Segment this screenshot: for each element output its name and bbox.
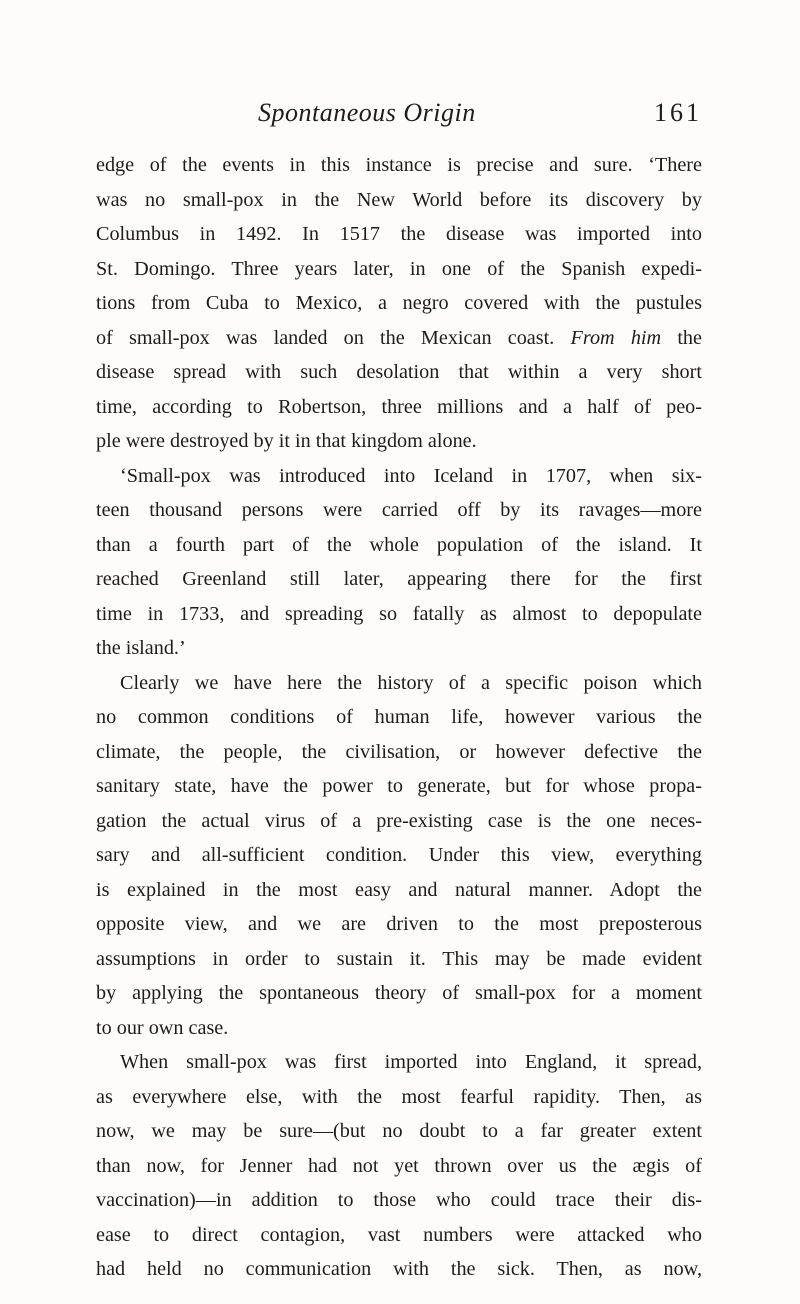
text-line: opposite view, and we are driven to the most preposterous <box>96 913 702 935</box>
text-line: vaccination)—in addition to those who could trace their dis- <box>96 1189 702 1211</box>
text-line: than a fourth part of the whole population of the island. It <box>96 533 702 556</box>
text-line: sary and all-sufficient condition. Under this view, everything <box>96 844 702 866</box>
text-line: tions from Cuba to Mexico, a negro covered with the pustules <box>96 292 702 314</box>
text-line: ‘Small-pox was introduced into Iceland in 1707, when six- <box>120 464 702 487</box>
page-number: 161 <box>654 98 702 127</box>
text-line: gation the actual virus of a pre-existing case is the one neces- <box>96 809 702 832</box>
text-line: assumptions in order to sustain it. This may be made evident <box>96 947 702 970</box>
text-line: teen thousand persons were carried off by its ravages—more <box>96 499 702 521</box>
text-line: the island.’ <box>96 637 186 659</box>
text-line: no common conditions of human life, however various the <box>96 706 702 728</box>
italic-emphasis: From him <box>570 326 662 349</box>
text-line: had held no communication with the sick. Then, as now, <box>96 1258 702 1280</box>
body-text <box>96 148 702 1287</box>
text-line: to our own case. <box>96 1016 229 1039</box>
text-line: time, according to Robertson, three millions and a half of peo- <box>96 395 702 418</box>
text-line: time in 1733, and spreading so fatally as almost to depopulate <box>96 602 702 625</box>
text-line: Columbus in 1492. In 1517 the disease was imported into <box>96 223 702 245</box>
text-line: Clearly we have here the history of a specific poison which <box>120 671 702 694</box>
text-line: is explained in the most easy and natural manner. Adopt the <box>96 878 702 901</box>
text-line <box>96 321 702 356</box>
text-line: now, we may be sure—(but no doubt to a far greater extent <box>96 1120 702 1142</box>
text-line: climate, the people, the civilisation, or however defective the <box>96 740 702 763</box>
text-line: was no small-pox in the New World before its discovery by <box>96 188 702 211</box>
running-title: Spontaneous Origin <box>258 98 476 127</box>
text-line: by applying the spontaneous theory of small-pox for a moment <box>96 982 702 1004</box>
text-line: reached Greenland still later, appearing there for the first <box>96 568 702 590</box>
text-line: ple were destroyed by it in that kingdom alone. <box>96 430 477 452</box>
text-line: When small-pox was first imported into England, it spread, <box>120 1051 702 1073</box>
text-segment: of small-pox was landed on the Mexican coast. <box>96 326 571 349</box>
text-segment: the <box>661 326 702 349</box>
text-line: ease to direct contagion, vast numbers were attacked who <box>96 1223 702 1246</box>
text-line: disease spread with such desolation that within a very short <box>96 361 702 383</box>
running-head <box>96 98 702 138</box>
text-line: St. Domingo. Three years later, in one of the Spanish expedi- <box>96 257 702 280</box>
text-line: edge of the events in this instance is precise and sure. ‘There <box>96 154 702 176</box>
text-line: sanitary state, have the power to generate, but for whose propa- <box>96 775 702 797</box>
text-line: as everywhere else, with the most fearful rapidity. Then, as <box>96 1085 702 1108</box>
text-line: than now, for Jenner had not yet thrown over us the ægis of <box>96 1154 702 1177</box>
